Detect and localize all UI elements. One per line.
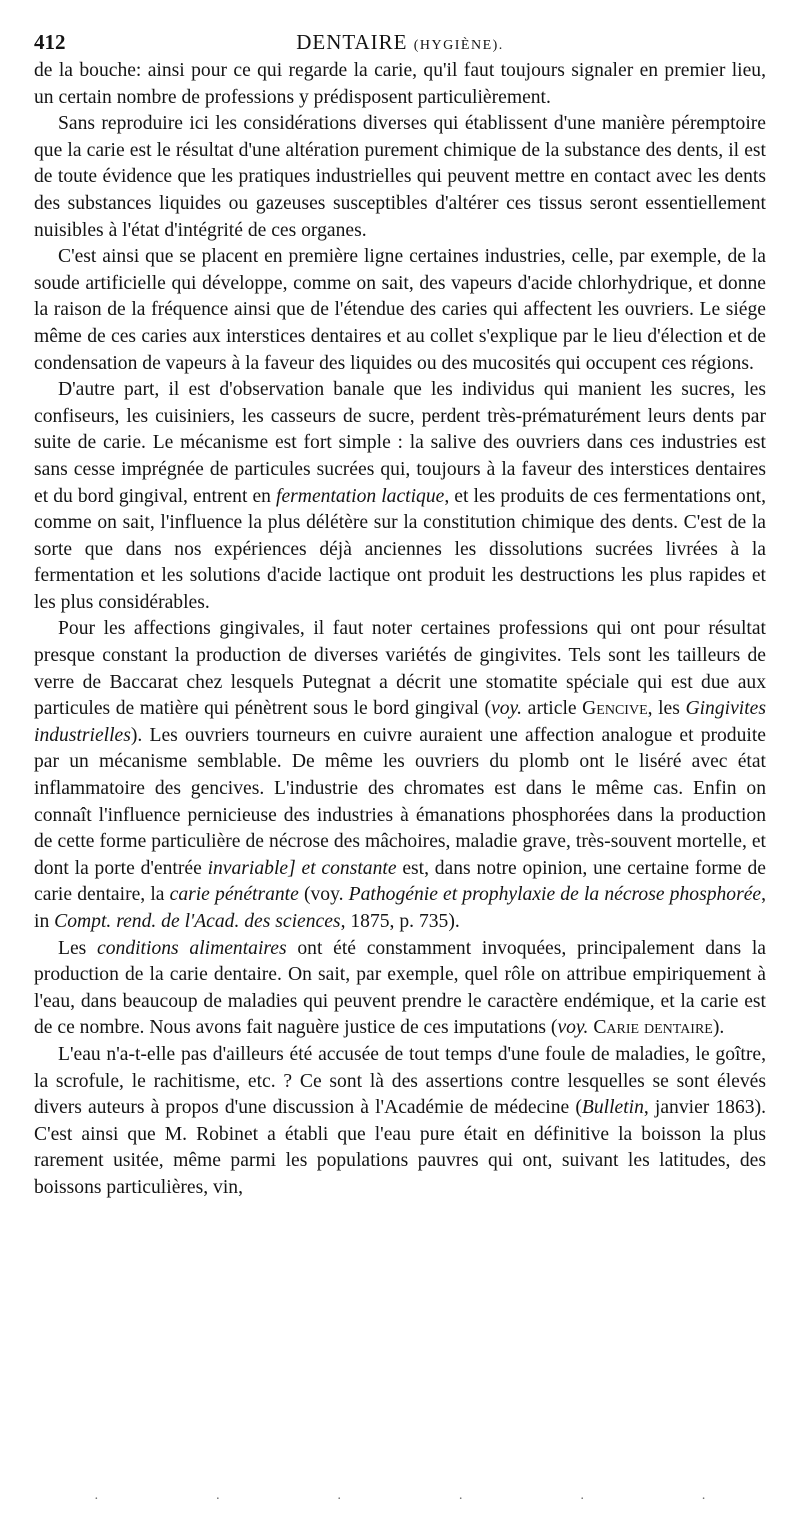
italic-term: carie pénétrante	[169, 884, 299, 906]
page-number: 412	[34, 30, 66, 54]
speck: ·	[336, 1492, 342, 1507]
paragraph-7	[34, 1042, 766, 1202]
text-run: ).	[712, 1017, 725, 1039]
speck: ·	[94, 1492, 99, 1507]
italic-term: voy.	[491, 698, 523, 720]
italic-term: invariable] et constante	[207, 857, 397, 879]
body-text	[34, 58, 766, 1202]
paragraph-5	[34, 616, 766, 935]
speck: ·	[458, 1492, 464, 1507]
paragraph-1: de la bouche: ainsi pour ce qui regarde la carie, qu'il faut toujours signaler en premier lieu, un certain nombre de professions y prédisposent particulièrement.	[34, 60, 766, 108]
paragraph-4	[34, 377, 766, 616]
paragraph-2: Sans reproduire ici les considérations diverses qui établissent d'une manière péremptoire que la carie est le résultat d'une altération purement chimique de la substance des dents, il est de toute évidence que les pratiques industrielles qui peuvent mettre en contact avec les dents des substances liquides ou gazeuses susceptibles d'altérer ces tissus seront essentiellement nuisibles à l'état d'intégrité de ces organes.	[34, 113, 766, 241]
cross-reference: Carie dentaire	[593, 1017, 713, 1039]
italic-term: conditions alimentaires	[97, 937, 287, 959]
text-run: , in	[34, 884, 767, 932]
text-run: D'autre part, il est d'observation banale que les individus qui manient les sucres, les confiseurs, les cuisiniers, les casseurs de sucre, perdent très-prématurément leurs dents par suite de carie. Le mécanisme est fort simple : la salive des ouvriers dans ces industries est sans cesse imprégnée de particules sucrées qui, toujours à la faveur des interstices dentaires et du bord gingival, entrent en	[34, 379, 766, 507]
running-title-sub: (HYGIÈNE).	[413, 38, 504, 53]
italic-citation: Bulletin	[581, 1097, 644, 1119]
speck: ·	[579, 1492, 585, 1507]
text-run: , 1875, p. 735).	[340, 911, 460, 932]
text-run: L'eau n'a-t-elle pas d'ailleurs été accusée de tout temps d'une foule de maladies, le goître, la scrofule, le rachitisme, etc. ? Ce sont là des assertions contre lesquelles se sont élevés divers auteurs à propos d'une discussion à l'Académie de médecine (	[34, 1043, 766, 1119]
text-run: article	[522, 698, 583, 720]
text-run: ). Les ouvriers tourneurs en cuivre auraient une affection analogue et produite par un mécanisme semblable. De même les ouvriers du plomb ont le liséré avec état inflammatoire des gencives. L'industrie des chromates est dans le même cas. Enfin on connaît l'influence pernicieuse des industries à émanations phosphorées dans la production de cette forme particulière de nécrose des mâchoires, maladie grave, très-souvent mortelle, et dont la porte d'entrée	[34, 724, 766, 879]
italic-citation: Pathogénie et prophylaxie de la nécrose phosphorée	[348, 884, 762, 906]
italic-term: fermentation lactique	[276, 485, 445, 507]
italic-term: voy.	[557, 1017, 589, 1039]
text-run: (voy.	[298, 884, 349, 906]
cross-reference: Gencive	[582, 698, 648, 720]
running-title-main: DENTAIRE	[296, 30, 408, 54]
text-run: , janvier 1863). C'est ainsi que M. Robinet a établi que l'eau pure était en définitive la boisson la plus rarement usitée, même parmi les populations pauvres qui ont, suivant les latitudes, des boissons particulières, vin,	[34, 1097, 766, 1198]
running-header	[34, 28, 766, 58]
paragraph-6	[34, 936, 766, 1042]
paragraph-3: C'est ainsi que se placent en première ligne certaines industries, celle, par exemple, de la soude artificielle qui développe, comme on sait, des vapeurs d'acide chlorhydrique, et donne la raison de la fréquence ainsi que de l'étendue des caries qui affectent les ouvriers. Le siége même de ces caries aux interstices dentaires et au collet s'explique par le lieu d'élection et de condensation de vapeurs à la faveur des liquides ou des mucosités qui occupent ces régions.	[34, 246, 766, 374]
text-run: est, dans notre opinion, une certaine forme de carie dentaire, la	[34, 857, 766, 906]
text-run: Les	[58, 937, 98, 959]
speck: ·	[215, 1492, 221, 1507]
text-run: Pour les affections gingivales, il faut noter certaines professions qui ont pour résultat presque constant la production de diverses variétés de gingivites. Tels sont les tailleurs de verre de Baccarat chez lesquels Putegnat a décrit une stomatite spéciale qui est due aux particules de matière qui pénètrent sous le bord gingival (	[34, 618, 766, 720]
text-run: , et les produits de ces fermentations ont, comme on sait, l'influence la plus délétère sur la constitution chimique des dents. C'est de la sorte que dans nos expériences déjà anciennes les dissolutions sucrées livrées à la fermentation et les solutions d'acide lactique ont produit les destructions les plus rapides et les plus considérables.	[34, 485, 766, 613]
italic-citation: Compt. rend. de l'Acad. des sciences	[54, 911, 341, 932]
italic-term: Gingivites industrielles	[34, 698, 766, 746]
running-title	[34, 30, 766, 55]
page	[34, 28, 766, 1202]
speck: ·	[701, 1492, 706, 1507]
text-run: , les	[647, 698, 686, 720]
footer-specks	[34, 1492, 766, 1508]
text-run: ont été constamment invoquées, principalement dans la production de la carie dentaire. On sait, par exemple, quel rôle on attribue empiriquement à l'eau, dans beaucoup de maladies qui peuvent prendre le caractère endémique, et la carie est de ce nombre. Nous avons fait naguère justice de ces imputations (	[34, 937, 766, 1039]
